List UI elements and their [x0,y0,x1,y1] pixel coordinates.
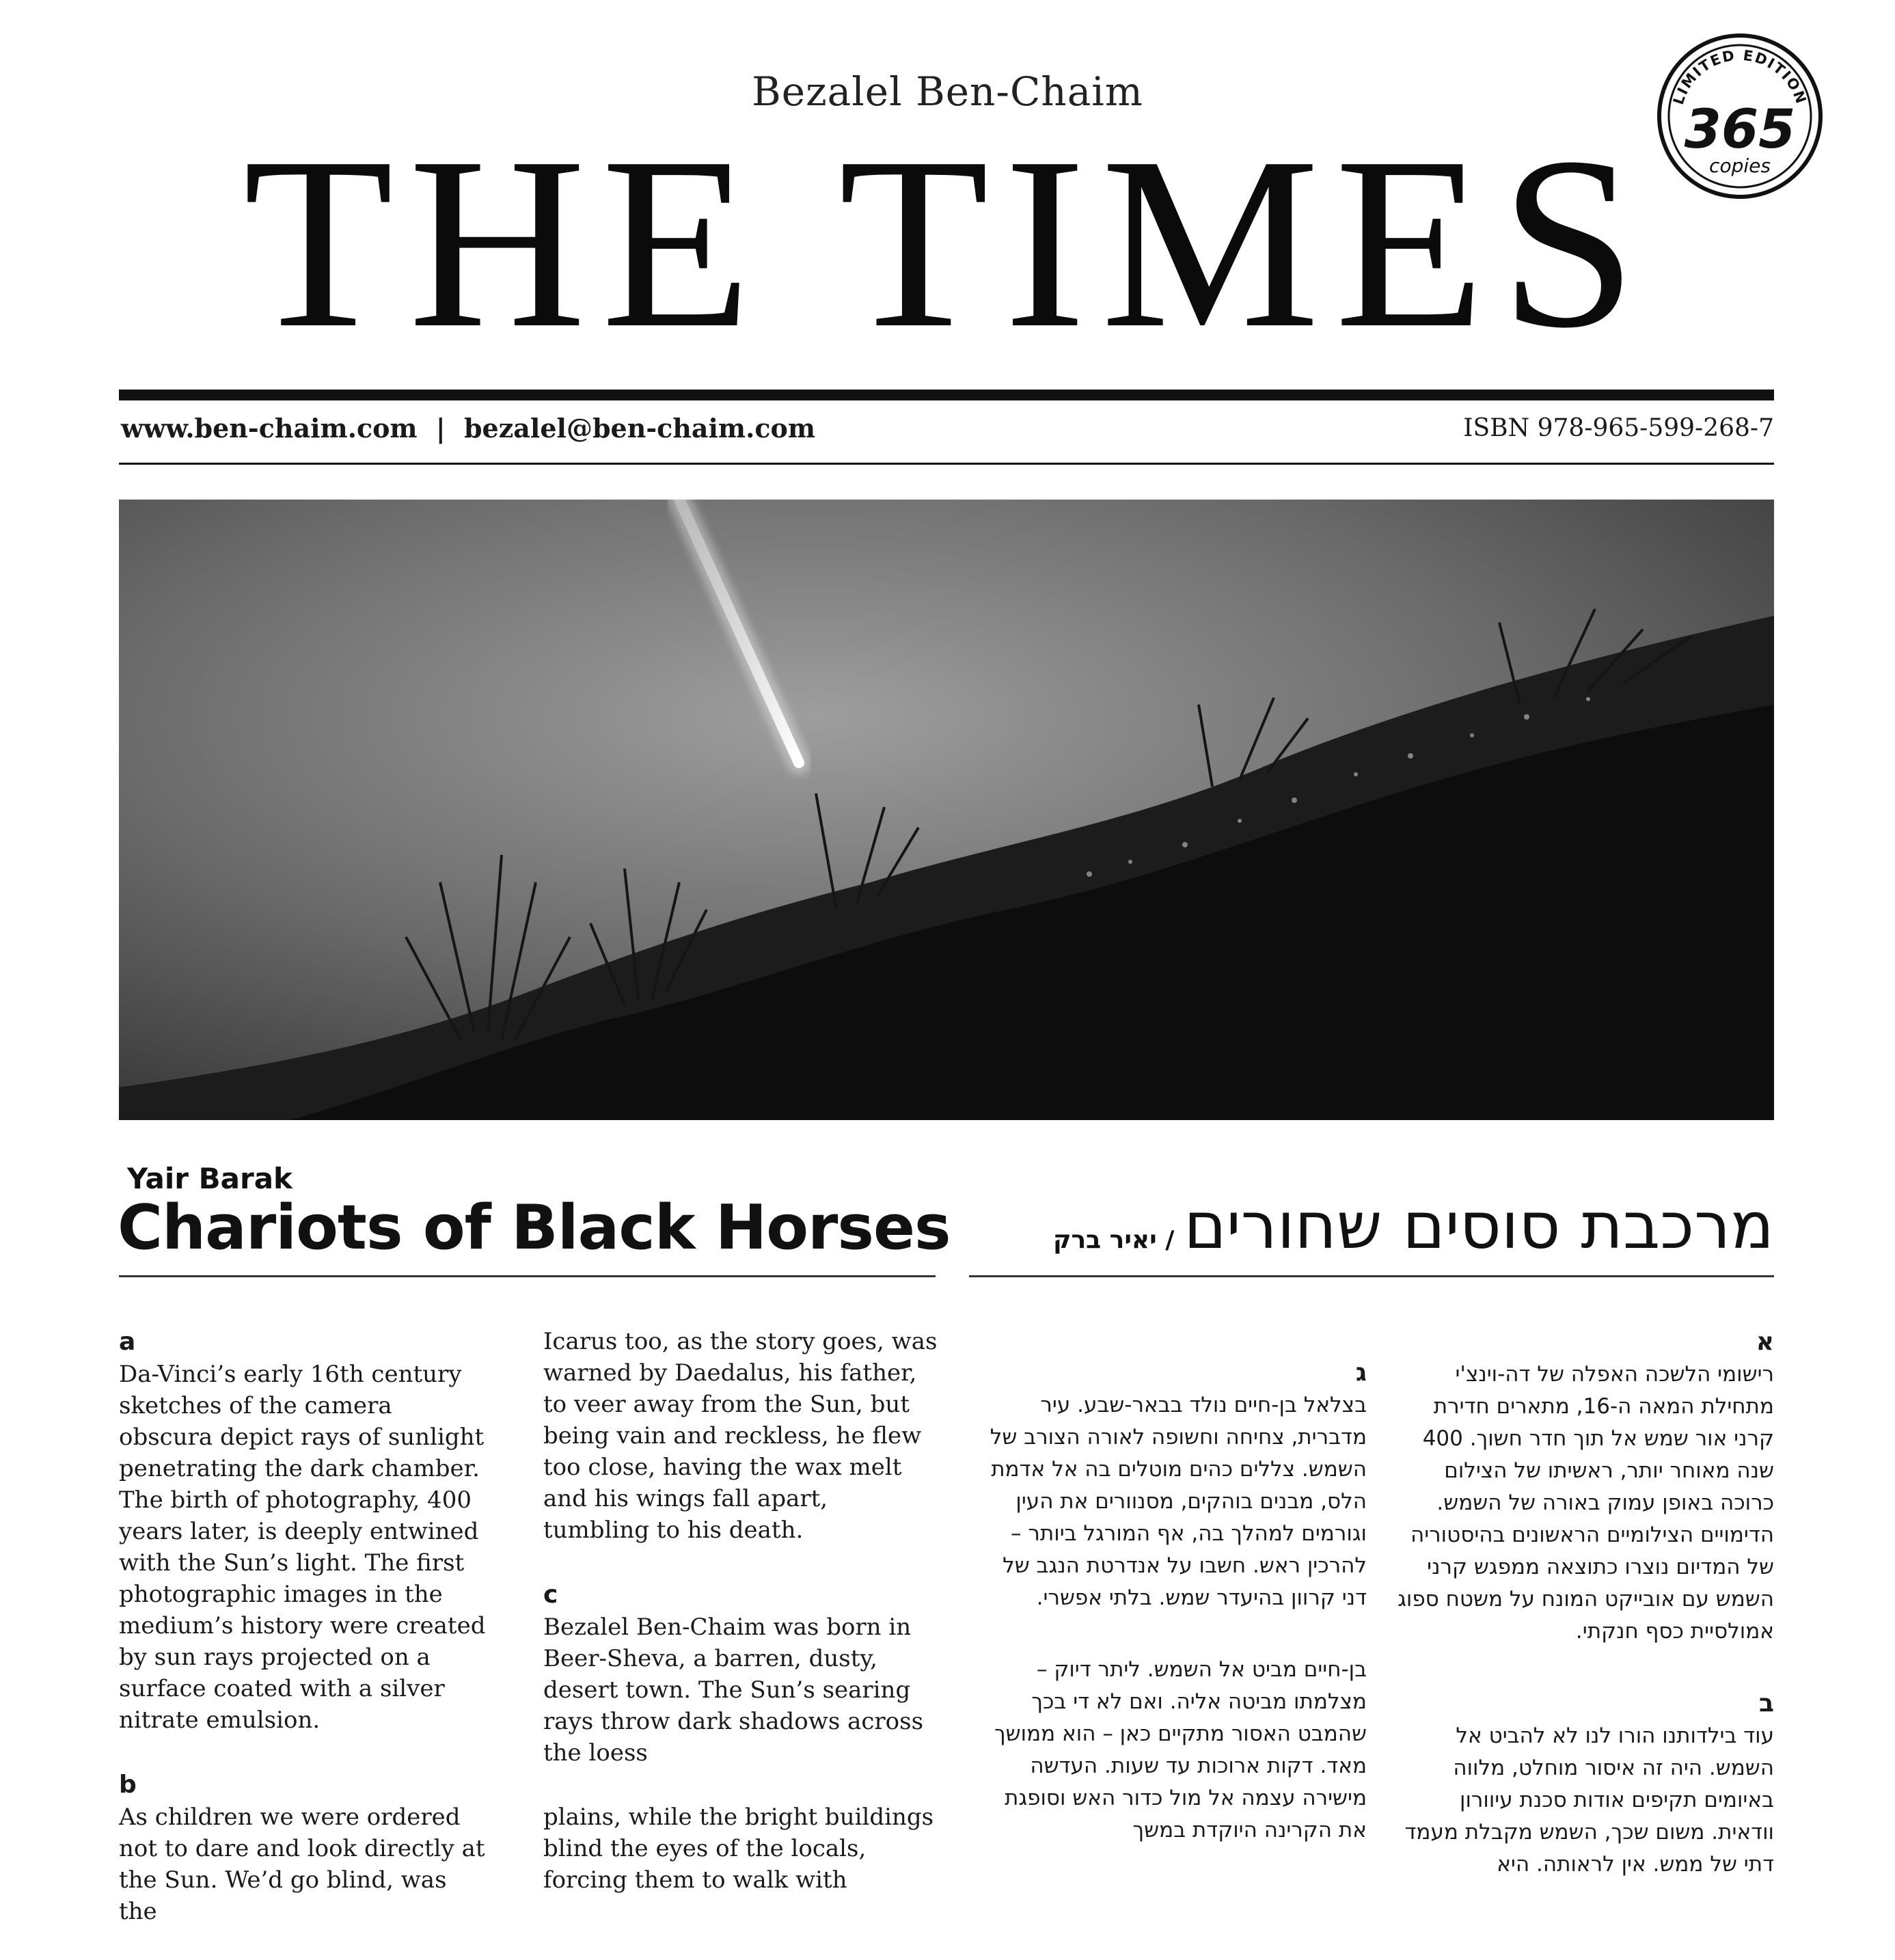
hebrew-heading-c: ג [1355,1359,1367,1387]
hebrew-text-c: בצלאל בן-חיים נולד בבאר-שבע. עיר מדברית, צחיחה וחשופה לאורה הצורב של השמש. צללים כהים מוטלים בה אל אדמת הלס, מבנים בוהקים, מסנוורים את העין וגורמים למהלך בה, אף המורגל ביותר – להרכין ראש. חשבו על אנדרטת הנגב של דני קרוון בהיעדר שמש. בלתי אפשרי. [990,1393,1367,1610]
english-section-c-continued: plains, while the bright buildings blind the eyes of the locals, forcing them to walk with [543,1804,934,1894]
english-column-1 [119,1326,488,1960]
english-section-a [119,1326,488,1736]
masthead-title: THE TIMES [243,106,1652,379]
stamp-label-path: LIMITED EDITION [1669,46,1810,107]
english-column-2 [543,1326,940,1929]
hebrew-section-b [1394,1687,1774,1881]
hebrew-text-a: רישומי הלשכה האפלה של דה-וינצ'י מתחילת המאה ה-16, מתארים חדירת קרני אור שמש אל תוך חדר חשוך. 400 שנה מאוחר יותר, ראשיתו של הצילום כרוכה באופן עמוק באורה של השמש. הדימויים הצילומיים הראשונים בהיסטוריה של המדיום נוצרו כתוצאה ממפגש קרני השמש עם אובייקט המונח על משטח ספוג אמולסיית כסף חנקתי. [1398,1362,1774,1644]
section-heading-b: b [119,1771,137,1799]
section-heading-c: c [543,1581,558,1609]
website-link[interactable]: www.ben-chaim.com [121,413,418,444]
hebrew-column-left [974,1357,1367,1886]
hebrew-byline: / יאיר ברק [1052,1226,1175,1254]
hebrew-text-b: עוד בילדותנו הורו לנו לא להביט אל השמש. היה זה איסור מוחלט, מלווה באיומים תקיפים אודות סכנת עיוורון וודאית. משום שכך, השמש מקבלת מעמד דתי של ממש. אין לראותה. היא [1404,1724,1774,1877]
isbn-number: ISBN 978-965-599-268-7 [1463,414,1774,442]
hebrew-headline-rule [969,1275,1774,1277]
email-link[interactable]: bezalel@ben-chaim.com [463,413,816,444]
english-section-b [119,1769,488,1927]
english-continued-text: Icarus too, as the story goes, was warned by Daedalus, his father, to veer away from the Sun, but being vain and reckless, he flew too close, having the wax melt and his wings fall apart, tumbling to his death. [543,1328,938,1544]
author-name: Bezalel Ben-Chaim [752,68,1143,115]
hebrew-section-c [974,1357,1367,1614]
stamp-label [1670,47,1810,107]
hebrew-headline: מרכבת סוסים שחורים [1184,1189,1774,1264]
hebrew-heading-a: א [1756,1328,1774,1356]
stamp-number: 365 [1684,99,1796,161]
hero-photograph [119,500,1774,1120]
hebrew-headline-block [1053,1189,1774,1264]
hebrew-column-right [1394,1326,1774,1920]
hebrew-text-d: בן-חיים מביט אל השמש. ליתר דיוק – מצלמתו מביטה אליה. ואם לא די בכך שהמבט האסור מתקיים כאן – הוא ממושך מאד. דקות ארוכות עד שעות. העדשה מישירה עצמה אל מול כדור האש וסופגת את הקרינה היוקדת במשך [994,1657,1367,1842]
masthead-thick-rule [119,390,1774,400]
hebrew-heading-b: ב [1759,1689,1774,1717]
stamp-unit: copies [1709,154,1771,177]
section-text-c: Bezalel Ben-Chaim was born in Beer-Sheva, a barren, dusty, desert town. The Sun’s searing rays throw dark shadows across the loess [543,1614,924,1767]
section-text-a: Da-Vinci’s early 16th century sketches of the camera obscura depict rays of sunlight penetrating the dark chamber. The birth of photography, 400 years later, is deeply entwined with the Sun’s light. The first photographic images in the medium’s history were created by sun rays projected on a surface coated with a silver nitrate emulsion. [119,1361,486,1734]
english-byline: Yair Barak [127,1162,292,1195]
contact-bottom-rule [119,463,1774,465]
english-section-c [543,1579,940,1769]
contact-separator: | [435,413,446,444]
hebrew-section-a [1394,1326,1774,1648]
english-headline: Chariots of Black Horses [118,1192,951,1264]
english-headline-rule [119,1275,936,1277]
limited-edition-stamp [1655,31,1825,201]
section-text-b: As children we were ordered not to dare and look directly at the Sun. We’d go blind, was the [119,1804,485,1925]
contact-line [121,413,815,444]
section-heading-a: a [119,1328,136,1356]
